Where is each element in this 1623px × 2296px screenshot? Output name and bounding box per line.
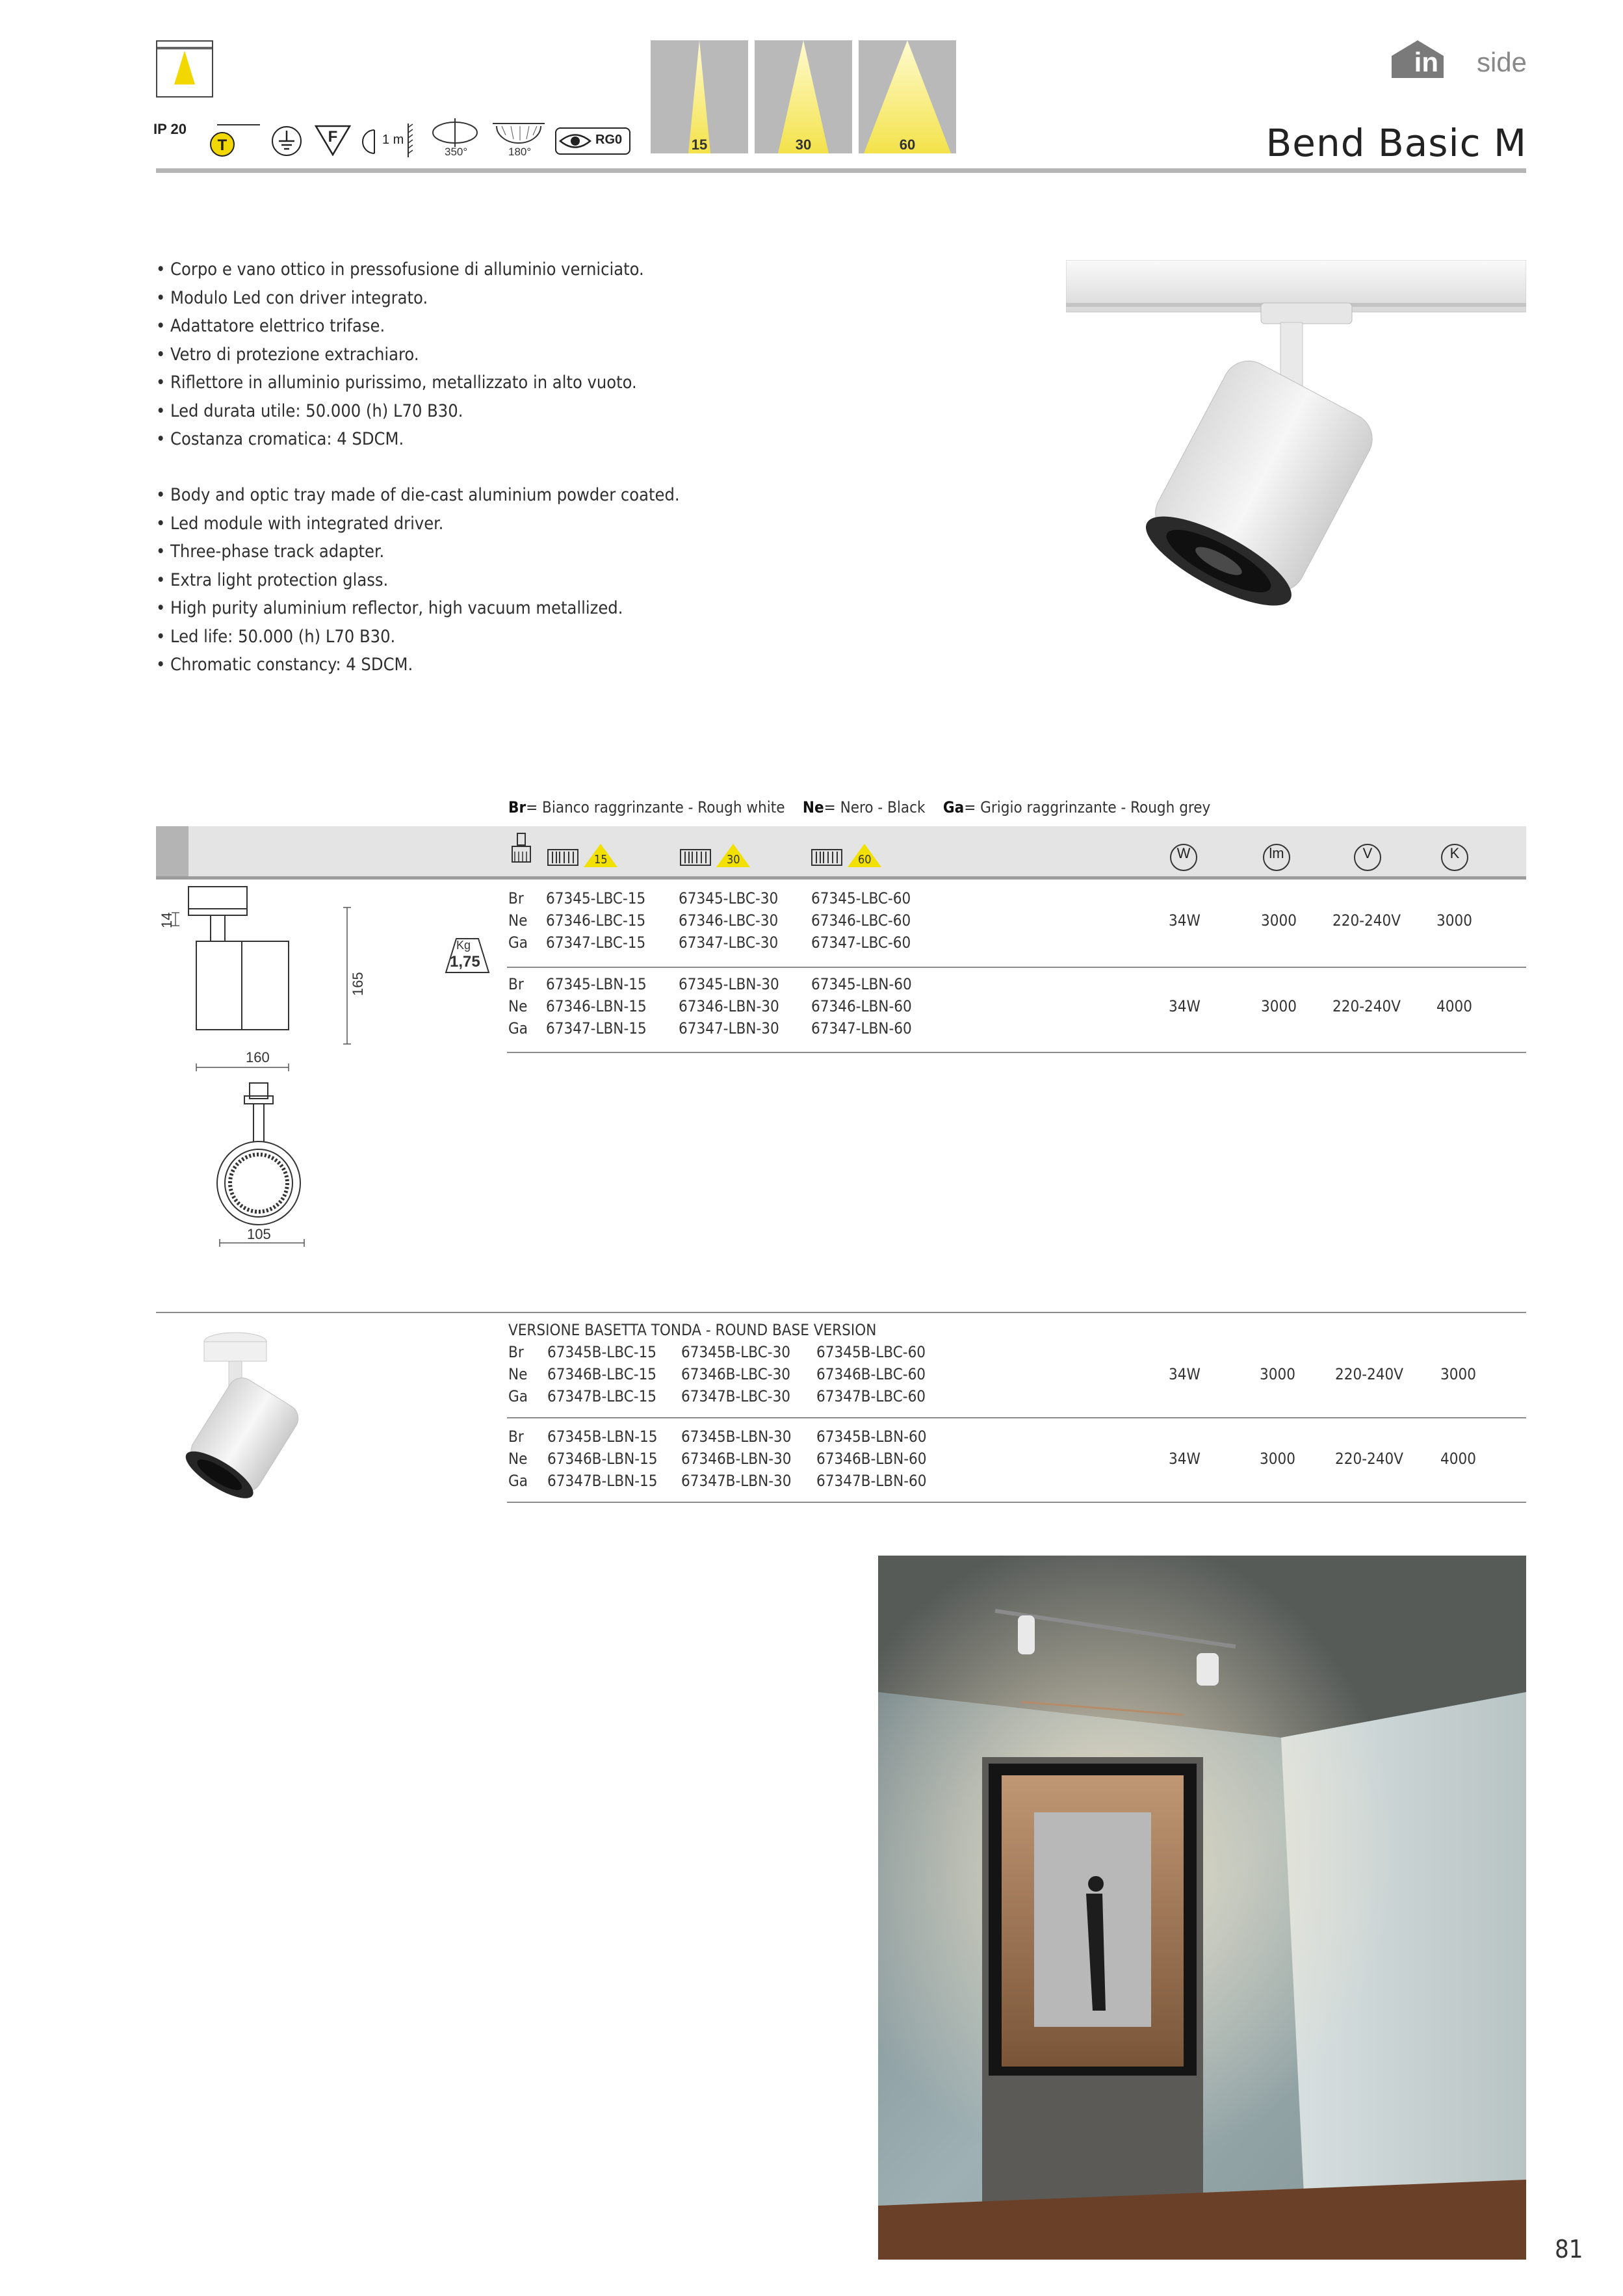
lumen-unit-icon: lm — [1263, 844, 1290, 871]
features-italian — [156, 255, 644, 454]
f-mark-icon — [315, 124, 351, 159]
code-cell: 67347-LBC-15 — [546, 933, 646, 952]
min-distance-label: 1 m — [382, 133, 404, 147]
group-divider — [507, 1502, 1526, 1503]
brand-prefix: in — [1414, 47, 1438, 77]
dim-105: 105 — [247, 1226, 271, 1242]
beam-label-60: 60 — [899, 137, 916, 153]
table-row — [508, 1019, 1526, 1041]
code-cell: 67345-LBN-30 — [679, 975, 779, 993]
code-cell: 67345B-LBC-15 — [547, 1343, 657, 1361]
beam-label-30: 30 — [795, 137, 812, 153]
code-cell: 67346-LBC-30 — [679, 911, 779, 930]
beam-header-30: 30 — [727, 853, 740, 867]
code-cell: 67346B-LBN-30 — [681, 1450, 792, 1468]
watt-cell: 34W — [1169, 1365, 1201, 1383]
legend-ne-key: Ne — [802, 798, 824, 816]
code-cell: 67345-LBC-30 — [679, 889, 779, 907]
weight-unit: Kg — [456, 939, 471, 952]
feature-it: • Led durata utile: 50.000 (h) L70 B30. — [156, 400, 463, 421]
kelvin-cell: 3000 — [1436, 911, 1472, 930]
lumen-cell: 3000 — [1260, 1365, 1295, 1383]
class-i-earth-icon — [270, 125, 303, 160]
tilt-180-label: 180° — [508, 146, 532, 158]
code-cell: 67347B-LBN-60 — [816, 1472, 927, 1490]
features-english — [156, 481, 680, 679]
voltage-cell: 220-240V — [1335, 1365, 1403, 1383]
feature-en: • Three-phase track adapter. — [156, 541, 385, 562]
product-title: Bend Basic M — [1266, 121, 1527, 165]
finish-cell: Br — [508, 975, 524, 993]
svg-text:F: F — [328, 128, 338, 146]
code-cell: 67346B-LBC-30 — [681, 1365, 791, 1383]
finish-cell: Br — [508, 889, 524, 907]
dim-14: 14 — [159, 912, 175, 928]
group-divider — [507, 1417, 1526, 1418]
legend-ga-key: Ga — [942, 798, 965, 816]
table-row — [508, 1450, 1526, 1472]
finish-cell: Ga — [508, 1472, 528, 1490]
legend-ga-text: = Grigio raggrinzante - Rough grey — [964, 798, 1211, 816]
watt-unit-icon: W — [1170, 844, 1197, 871]
code-cell: 67346-LBN-30 — [679, 997, 779, 1015]
thermal-protection-icon — [208, 124, 260, 165]
code-cell: 67347B-LBC-60 — [816, 1387, 926, 1405]
dim-160: 160 — [246, 1049, 270, 1065]
finish-cell: Ne — [508, 911, 528, 930]
finish-cell: Ga — [508, 1387, 528, 1405]
table-row — [508, 975, 1526, 997]
code-cell: 67345-LBC-15 — [546, 889, 646, 907]
feature-it: • Costanza cromatica: 4 SDCM. — [156, 429, 404, 449]
code-cell: 67347B-LBN-30 — [681, 1472, 792, 1490]
group-divider — [507, 967, 1526, 968]
round-group-2 — [508, 1428, 1526, 1494]
code-cell: 67346-LBC-60 — [811, 911, 911, 930]
group-1 — [508, 889, 1526, 956]
finish-cell: Br — [508, 1343, 524, 1361]
brand-suffix: side — [1476, 47, 1527, 77]
code-cell: 67347-LBC-30 — [679, 933, 779, 952]
table-header-tab — [156, 826, 188, 877]
round-base-image — [170, 1326, 365, 1524]
code-cell: 67345B-LBC-60 — [816, 1343, 926, 1361]
legend-br-key: Br — [508, 798, 526, 816]
lumen-cell: 3000 — [1261, 911, 1297, 930]
barcode-icon — [811, 849, 842, 868]
code-cell: 67345-LBN-15 — [546, 975, 647, 993]
feature-it: • Riflettore in alluminio purissimo, metallizzato in alto vuoto. — [156, 372, 637, 393]
code-cell: 67346B-LBC-60 — [816, 1365, 926, 1383]
code-cell: 67346-LBN-60 — [811, 997, 912, 1015]
feature-en: • Extra light protection glass. — [156, 569, 389, 590]
code-cell: 67347B-LBN-15 — [547, 1472, 658, 1490]
code-cell: 67346B-LBC-15 — [547, 1365, 657, 1383]
watt-cell: 34W — [1169, 911, 1201, 930]
table-row — [508, 911, 1526, 933]
voltage-cell: 220-240V — [1332, 911, 1401, 930]
code-cell: 67345-LBN-60 — [811, 975, 912, 993]
legend-ne-text: = Nero - Black — [824, 798, 926, 816]
lumen-cell: 3000 — [1260, 1450, 1295, 1468]
finish-cell: Br — [508, 1428, 524, 1446]
risk-group-label: RG0 — [595, 133, 623, 147]
feature-en: • Led life: 50.000 (h) L70 B30. — [156, 626, 396, 647]
svg-text:T: T — [217, 137, 227, 154]
finish-cell: Ne — [508, 1365, 528, 1383]
round-group-1 — [508, 1343, 1526, 1409]
watt-cell: 34W — [1169, 997, 1201, 1015]
code-cell: 67347B-LBC-30 — [681, 1387, 791, 1405]
code-cell: 67345B-LBN-30 — [681, 1428, 792, 1446]
code-cell: 67346-LBC-15 — [546, 911, 646, 930]
finish-cell: Ga — [508, 1019, 528, 1037]
header-rule — [156, 168, 1526, 173]
code-cell: 67345-LBC-60 — [811, 889, 911, 907]
kelvin-cell: 3000 — [1440, 1365, 1476, 1383]
beam-label-15: 15 — [691, 137, 708, 153]
legend-br-text: = Bianco raggrinzante - Rough white — [526, 798, 785, 816]
code-cell: 67345B-LBN-60 — [816, 1428, 927, 1446]
table-row — [508, 889, 1526, 911]
feature-it: • Corpo e vano ottico in pressofusione di alluminio verniciato. — [156, 259, 644, 280]
ip-rating: IP 20 — [153, 121, 187, 137]
finish-cell: Ne — [508, 997, 528, 1015]
voltage-unit-icon: V — [1354, 844, 1381, 871]
code-cell: 67345B-LBN-15 — [547, 1428, 658, 1446]
code-cell: 67346B-LBN-15 — [547, 1450, 658, 1468]
voltage-cell: 220-240V — [1335, 1450, 1403, 1468]
code-cell: 67347-LBC-60 — [811, 933, 911, 952]
watt-cell: 34W — [1169, 1450, 1201, 1468]
voltage-cell: 220-240V — [1332, 997, 1401, 1015]
group-2 — [508, 975, 1526, 1041]
feature-it: • Modulo Led con driver integrato. — [156, 287, 428, 308]
table-row — [508, 1365, 1526, 1387]
barcode-icon — [547, 849, 578, 868]
color-legend — [508, 798, 1210, 816]
group-divider — [507, 1052, 1526, 1053]
finish-cell: Ne — [508, 1450, 528, 1468]
risk-group-icon — [555, 127, 630, 155]
round-version-title: VERSIONE BASETTA TONDA - ROUND BASE VERSION — [508, 1321, 877, 1339]
code-cell: 67347B-LBC-15 — [547, 1387, 657, 1405]
code-cell: 67346-LBN-15 — [546, 997, 647, 1015]
feature-en: • High purity aluminium reflector, high vacuum metallized. — [156, 598, 623, 618]
table-row — [508, 1343, 1526, 1365]
kelvin-unit-icon: K — [1441, 844, 1468, 871]
beam-header-60: 60 — [858, 853, 872, 867]
product-image — [1066, 260, 1526, 653]
ambient-photo — [878, 1556, 1526, 2260]
finish-icon — [510, 832, 533, 867]
table-row — [508, 1472, 1526, 1494]
barcode-icon — [680, 849, 711, 868]
rotation-350-label: 350° — [445, 146, 468, 158]
code-cell: 67345B-LBC-30 — [681, 1343, 791, 1361]
code-cell: 67347-LBN-15 — [546, 1019, 647, 1037]
finish-cell: Ga — [508, 933, 528, 952]
table-row — [508, 933, 1526, 956]
table-header-rule — [156, 876, 1526, 880]
feature-en: • Chromatic constancy: 4 SDCM. — [156, 655, 413, 675]
table-row — [508, 1387, 1526, 1409]
table-row — [508, 1428, 1526, 1450]
kelvin-cell: 4000 — [1436, 997, 1472, 1015]
feature-en: • Led module with integrated driver. — [156, 513, 444, 534]
table-row — [508, 997, 1526, 1019]
light-distribution-icon — [156, 40, 213, 98]
code-cell: 67347-LBN-60 — [811, 1019, 912, 1037]
lumen-cell: 3000 — [1261, 997, 1297, 1015]
kelvin-cell: 4000 — [1440, 1450, 1476, 1468]
section-divider — [156, 1312, 1526, 1313]
weight-value: 1,75 — [450, 953, 480, 971]
dim-165: 165 — [350, 972, 366, 996]
hatch-icon — [407, 124, 413, 160]
feature-en: • Body and optic tray made of die-cast aluminium powder coated. — [156, 485, 680, 505]
feature-it: • Adattatore elettrico trifase. — [156, 316, 385, 336]
beam-header-15: 15 — [594, 853, 608, 867]
code-cell: 67347-LBN-30 — [679, 1019, 779, 1037]
page-number: 81 — [1555, 2235, 1583, 2263]
code-cell: 67346B-LBN-60 — [816, 1450, 927, 1468]
feature-it: • Vetro di protezione extrachiaro. — [156, 344, 419, 365]
